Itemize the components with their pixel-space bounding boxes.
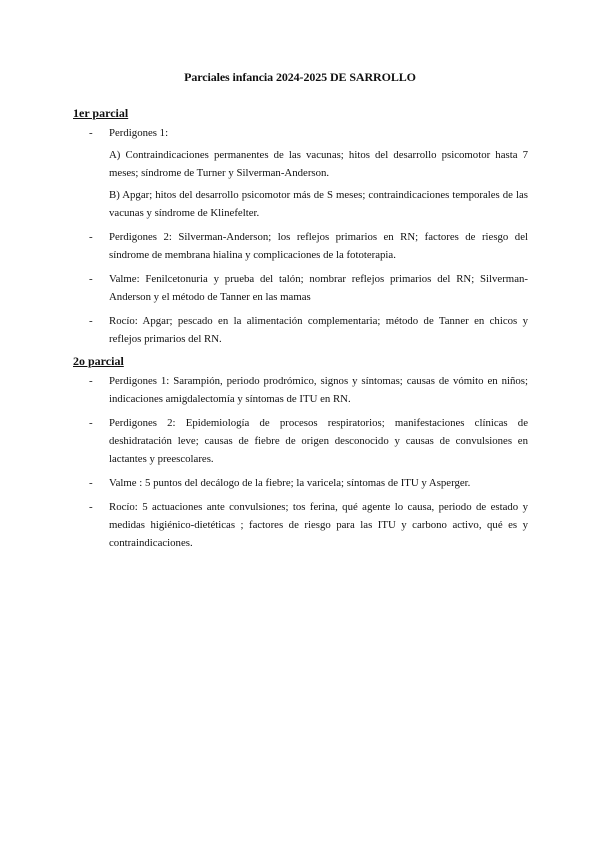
list-item-text: Perdigones 2: Silverman-Anderson; los reflejos primarios en RN; factores de riesgo del síndrome de membrana hialina y complicaciones de la fototerapia. bbox=[109, 231, 528, 261]
list-item bbox=[73, 474, 528, 492]
bullet-dash: - bbox=[89, 127, 93, 139]
section-heading-2o-parcial: 2o parcial bbox=[73, 354, 124, 368]
list-subitem-text: B) Apgar; hitos del desarrollo psicomotor más de S meses; contraindicaciones temporales de las vacunas y síndrome de Klinefelter. bbox=[109, 189, 528, 219]
list-item-text: Perdigones 1: Sarampión, periodo prodrómico, signos y síntomas; causas de vómito en niños; indicaciones amigdalectomía y síntomas de ITU en RN. bbox=[109, 375, 528, 405]
bullet-dash: - bbox=[89, 273, 93, 285]
bullet-dash: - bbox=[89, 315, 93, 327]
bullet-dash: - bbox=[89, 375, 93, 387]
list-item-text: Perdigones 2: Epidemiología de procesos respiratorios; manifestaciones clínicas de deshidratación leve; causas de fiebre de origen desconocido y causas de convulsiones en lactantes y preescolares. bbox=[109, 417, 528, 465]
section-list-1er-parcial bbox=[73, 124, 528, 354]
list-item bbox=[73, 414, 528, 468]
list-item-text: Rocío: 5 actuaciones ante convulsiones; tos ferina, qué agente lo causa, periodo de estado y medidas higiénico-dietéticas ; factores de riesgo para las ITU y carbono activo, qué es y contraindicaciones. bbox=[109, 501, 528, 549]
list-item-text: Rocío: Apgar; pescado en la alimentación complementaria; método de Tanner en chicos y reflejos primarios del RN. bbox=[109, 315, 528, 345]
bullet-dash: - bbox=[89, 477, 93, 489]
list-item bbox=[73, 124, 528, 222]
bullet-dash: - bbox=[89, 231, 93, 243]
list-item-text: Valme: Fenilcetonuria y prueba del talón; nombrar reflejos primarios del RN; Silverman-Anderson y el método de Tanner en las mamas bbox=[109, 273, 528, 303]
list-item bbox=[73, 270, 528, 306]
list-item-text: Perdigones 1: bbox=[109, 127, 169, 139]
bullet-dash: - bbox=[89, 501, 93, 513]
section-heading-1er-parcial: 1er parcial bbox=[73, 106, 129, 120]
list-item bbox=[73, 498, 528, 552]
list-item bbox=[73, 372, 528, 408]
list-item bbox=[73, 312, 528, 348]
page-title: Parciales infancia 2024-2025 DE SARROLLO bbox=[184, 70, 416, 84]
section-list-2o-parcial bbox=[73, 372, 528, 558]
list-item-text: Valme : 5 puntos del decálogo de la fiebre; la varicela; síntomas de ITU y Asperger. bbox=[109, 477, 471, 489]
bullet-dash: - bbox=[89, 417, 93, 429]
list-subitem-text: A) Contraindicaciones permanentes de las vacunas; hitos del desarrollo psicomotor hasta 7 meses; síndrome de Turner y Silverman-Anderson. bbox=[109, 149, 528, 179]
list-item bbox=[73, 228, 528, 264]
